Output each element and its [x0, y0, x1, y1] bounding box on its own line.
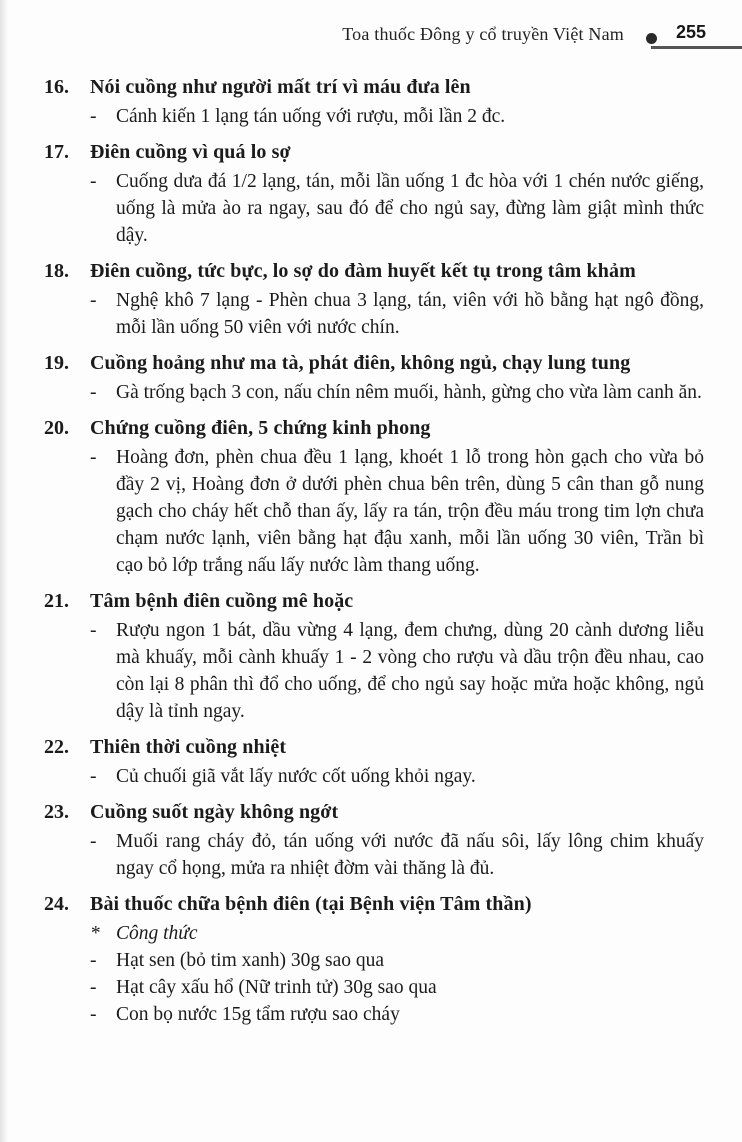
remedy-item: [44, 350, 704, 406]
ingredient-entry: [90, 168, 704, 249]
item-body: [90, 415, 704, 579]
ingredient-entry: [90, 1001, 704, 1028]
ingredient-entry: [90, 287, 704, 341]
item-heading: Điên cuồng vì quá lo sợ: [90, 141, 291, 163]
ingredient-entry: [90, 444, 704, 579]
item-heading: Điên cuồng, tức bực, lo sợ do đàm huyết kết tụ trong tâm khảm: [90, 260, 636, 282]
item-heading: Cuồng suốt ngày không ngớt: [90, 801, 339, 823]
item-number: 17.: [44, 141, 69, 163]
entry-text: Muối rang cháy đỏ, tán uống với nước đã nấu sôi, lấy lông chim khuấy ngay cổ họng, mửa ra nhiệt đờm vài thăng là đủ.: [116, 831, 704, 879]
remedy-item: [44, 74, 704, 130]
entry-text: Hạt sen (bỏ tim xanh) 30g sao qua: [116, 950, 385, 971]
ingredient-entry: [90, 379, 704, 406]
remedy-item: [44, 588, 704, 725]
entry-marker: -: [90, 171, 97, 192]
entry-marker: -: [90, 977, 97, 998]
remedy-item: [44, 891, 704, 1028]
item-number: 16.: [44, 76, 69, 98]
header-rule: [651, 46, 742, 49]
entry-text: Rượu ngon 1 bát, dầu vừng 4 lạng, đem chưng, dùng 20 cành dương liễu mà khuấy, mỗi cành khuấy 1 - 2 vòng cho rượu và dầu trộn đều nhau, cao còn lại 8 phân thì đổ cho uống, để cho ngủ say hoặc mửa hoặc không, ngủ dậy là tỉnh ngay.: [116, 620, 704, 722]
item-heading: Chứng cuồng điên, 5 chứng kinh phong: [90, 417, 431, 439]
page-header: [0, 0, 742, 58]
remedy-item: [44, 139, 704, 249]
entry-text: Hoàng đơn, phèn chua đều 1 lạng, khoét 1 lỗ trong hòn gạch cho vừa bỏ đầy 2 vị, Hoàng đơn ở dưới phèn chua bên trên, dùng 5 cân than gỗ nung gạch cho cháy hết chỗ than ấy, lấy ra tán, trộn đều máu trong tim lợn chưa chạm nước lạnh, viên bằng hạt đậu xanh, mỗi lần uống 30 viên, Trần bì cạo bỏ lớp trắng nấu lấy nước làm thang uống.: [116, 447, 704, 576]
item-number: 19.: [44, 352, 69, 374]
running-head-title: Toa thuốc Đông y cổ truyền Việt Nam: [342, 24, 624, 44]
item-heading: Nói cuồng như người mất trí vì máu đưa lên: [90, 76, 471, 98]
item-number: 21.: [44, 590, 69, 612]
entry-text: Cuống dưa đá 1/2 lạng, tán, mỗi lần uống 1 đc hòa với 1 chén nước giếng, uống là mửa ào ra ngay, sau đó để cho ngủ say, đừng làm giật mình thức dậy.: [116, 171, 704, 246]
item-body: [90, 139, 704, 249]
ingredient-entry: [90, 974, 704, 1001]
entry-text: Gà trống bạch 3 con, nấu chín nêm muối, hành, gừng cho vừa làm canh ăn.: [116, 382, 702, 403]
item-heading: Cuồng hoảng như ma tà, phát điên, không ngủ, chạy lung tung: [90, 352, 631, 374]
entry-text: Công thức: [116, 923, 198, 944]
entry-marker: -: [90, 382, 97, 403]
item-number: 18.: [44, 260, 69, 282]
ingredient-entry: [90, 103, 704, 130]
item-body: [90, 258, 704, 341]
item-number: 24.: [44, 893, 69, 915]
remedy-item: [44, 799, 704, 882]
entry-marker: -: [90, 950, 97, 971]
ingredient-entry: [90, 920, 704, 947]
entry-text: Hạt cây xấu hổ (Nữ trinh tử) 30g sao qua: [116, 977, 437, 998]
entry-marker: -: [90, 1004, 97, 1025]
bullet-dot-icon: [646, 33, 657, 44]
item-body: [90, 588, 704, 725]
item-number: 23.: [44, 801, 69, 823]
ingredient-entry: [90, 617, 704, 725]
item-body: [90, 891, 704, 1028]
item-body: [90, 799, 704, 882]
item-body: [90, 350, 704, 406]
entry-marker: -: [90, 106, 97, 127]
entry-marker: *: [90, 923, 100, 944]
entry-text: Nghệ khô 7 lạng - Phèn chua 3 lạng, tán, viên với hồ bằng hạt ngô đồng, mỗi lần uống 50 viên với nước chín.: [116, 290, 704, 338]
ingredient-entry: [90, 947, 704, 974]
remedy-item: [44, 734, 704, 790]
item-body: [90, 74, 704, 130]
entry-text: Con bọ nước 15g tẩm rượu sao cháy: [116, 1004, 400, 1025]
item-number: 20.: [44, 417, 69, 439]
entry-marker: -: [90, 290, 97, 311]
ingredient-entry: [90, 763, 704, 790]
item-heading: Bài thuốc chữa bệnh điên (tại Bệnh viện Tâm thần): [90, 893, 532, 915]
entry-marker: -: [90, 766, 97, 787]
entry-marker: -: [90, 831, 97, 852]
remedy-item: [44, 258, 704, 341]
item-heading: Thiên thời cuồng nhiệt: [90, 736, 287, 758]
entry-text: Cánh kiến 1 lạng tán uống với rượu, mỗi lần 2 đc.: [116, 106, 506, 127]
item-heading: Tâm bệnh điên cuồng mê hoặc: [90, 590, 354, 612]
entry-marker: -: [90, 447, 97, 468]
remedy-items-list: [0, 58, 742, 1028]
remedy-item: [44, 415, 704, 579]
ingredient-entry: [90, 828, 704, 882]
item-number: 22.: [44, 736, 69, 758]
entry-text: Củ chuối giã vắt lấy nước cốt uống khỏi ngay.: [116, 766, 476, 787]
page-number: 255: [676, 22, 707, 42]
entry-marker: -: [90, 620, 97, 641]
item-body: [90, 734, 704, 790]
